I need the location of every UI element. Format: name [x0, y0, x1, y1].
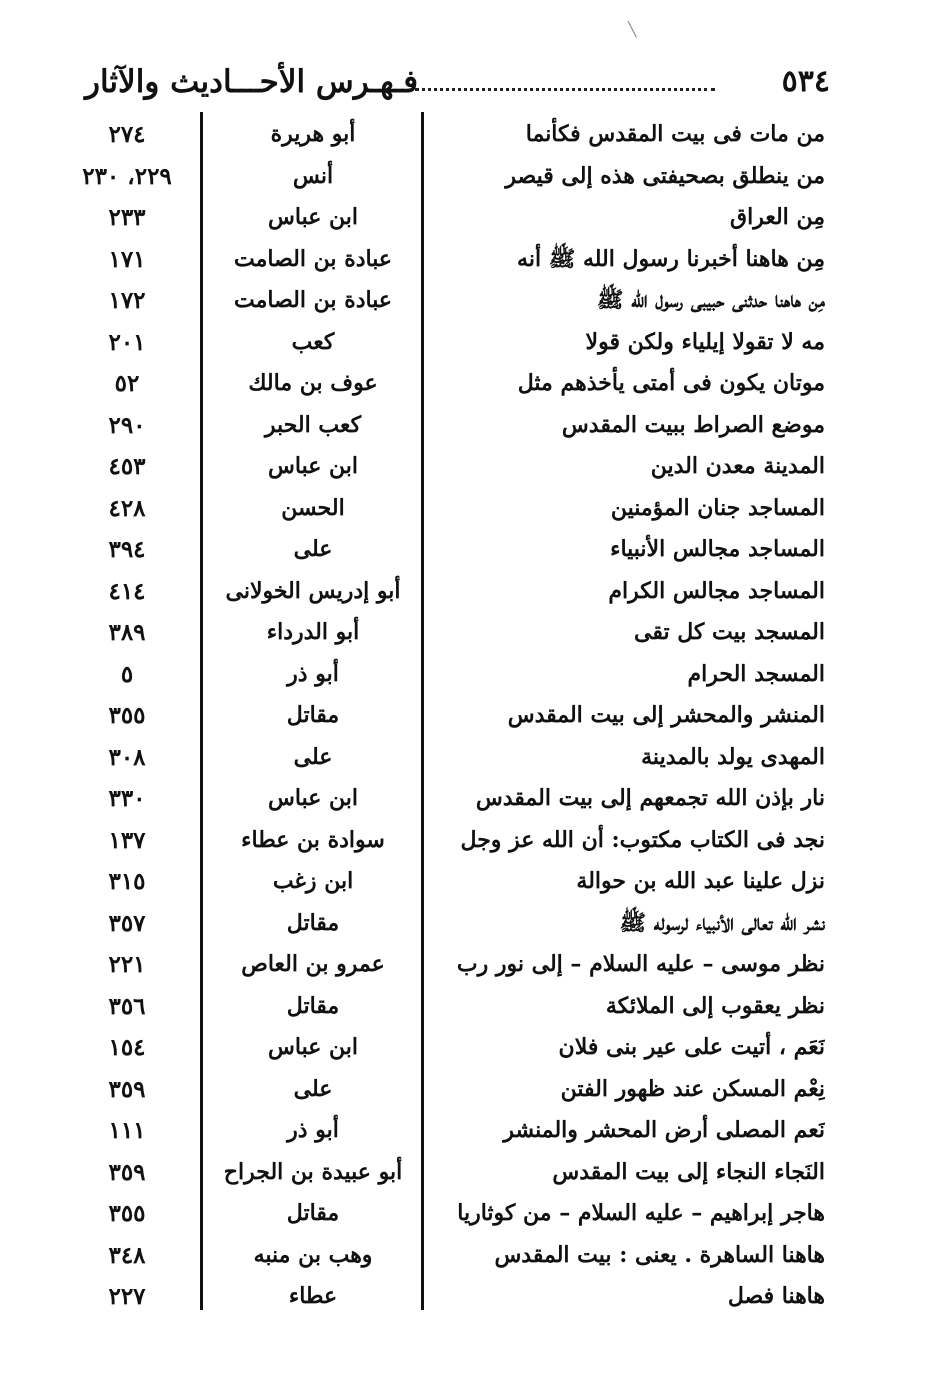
page-reference: ٢٢١ — [108, 951, 146, 978]
page-reference: ٣٥٩ — [108, 1158, 146, 1186]
table-row — [0, 571, 950, 613]
running-header — [60, 58, 830, 106]
narrator-name: مقاتل — [286, 992, 340, 1019]
table-row — [0, 903, 950, 945]
page-reference: ٢٩٠ — [108, 411, 146, 439]
hadith-text: نار بإذن الله تجمعهم إلى بيت المقدس — [475, 785, 825, 811]
table-row — [0, 446, 950, 488]
narrator-name: ابن عباس — [268, 453, 358, 479]
header-dotted-leader — [415, 88, 715, 91]
table-row — [0, 488, 950, 530]
hadith-text: من مات فى بيت المقدس فكأنما — [525, 121, 825, 147]
table-row — [0, 695, 950, 737]
page-reference: ٤١٤ — [108, 577, 146, 605]
table-row — [0, 114, 950, 156]
page-reference: ٤٥٣ — [108, 453, 146, 480]
hadith-text: المساجد جنان المؤمنين — [610, 494, 825, 521]
table-row — [0, 654, 950, 696]
page-reference: ٢٢٩، ٢٣٠ — [82, 162, 172, 190]
page-reference: ٣٥٩ — [108, 1075, 146, 1103]
hadith-text: نَعَم ، أتيت على عير بنى فلان — [558, 1034, 825, 1060]
page-reference: ٣٣٠ — [108, 785, 146, 812]
narrator-name: عبادة بن الصامت — [234, 287, 392, 313]
table-row — [0, 197, 950, 239]
narrator-name: سوادة بن عطاء — [241, 826, 385, 853]
table-row — [0, 820, 950, 862]
narrator-name: كعب — [291, 328, 335, 355]
narrator-name: ابن عباس — [268, 1034, 358, 1060]
narrator-name: أبو عبيدة بن الجراح — [223, 1158, 403, 1185]
narrator-name: أبو هريرة — [270, 121, 356, 147]
page-reference: ٢٢٧ — [108, 1283, 146, 1310]
page-reference: ١٧٢ — [108, 287, 146, 314]
table-row — [0, 1110, 950, 1152]
scan-mark: ╲ — [628, 22, 637, 38]
hadith-text: المدينة معدن الدين — [650, 453, 825, 479]
index-table — [0, 114, 950, 1318]
narrator-name: ابن عباس — [268, 785, 358, 811]
hadith-text: النَجاء النجاء إلى بيت المقدس — [552, 1158, 825, 1185]
hadith-text: نشر الله تعالى الأنبياء لرسوله ﷺ — [619, 909, 825, 936]
narrator-name: الحسن — [281, 494, 345, 521]
page-reference: ١٧١ — [108, 245, 146, 273]
page-reference: ٣٥٧ — [108, 909, 146, 937]
hadith-text: مِن العراق — [730, 204, 825, 230]
hadith-text: نزل علينا عبد الله بن حوالة — [576, 868, 825, 894]
narrator-name: عطاء — [288, 1283, 338, 1309]
narrator-name: ابن عباس — [268, 204, 358, 230]
hadith-text: نجد فى الكتاب مكتوب: أن الله عز وجل — [460, 826, 825, 853]
page-reference: ٣٥٥ — [108, 702, 146, 729]
hadith-text: موتان يكون فى أمتى يأخذهم مثل — [517, 370, 825, 396]
page-reference: ٣٥٦ — [108, 992, 146, 1020]
hadith-text: هاجر إبراهيم – عليه السلام – من كوثاريا — [457, 1200, 825, 1226]
table-row — [0, 1276, 950, 1318]
table-row — [0, 737, 950, 779]
table-row — [0, 612, 950, 654]
table-row — [0, 1027, 950, 1069]
hadith-text: نظر موسى – عليه السلام – إلى نور رب — [456, 951, 825, 977]
hadith-text: موضع الصراط ببيت المقدس — [561, 411, 825, 438]
hadith-text: المسجد الحرام — [687, 660, 825, 687]
narrator-name: كعب الحبر — [264, 411, 362, 438]
table-row — [0, 1235, 950, 1277]
table-row — [0, 944, 950, 986]
page-reference: ٥ — [120, 660, 134, 688]
hadith-text: المسجد بيت كل تقى — [634, 619, 825, 645]
table-row — [0, 986, 950, 1028]
narrator-name: عوف بن مالك — [248, 370, 378, 396]
narrator-name: أبو الدرداء — [266, 619, 360, 645]
narrator-name: وهب بن منبه — [253, 1241, 373, 1268]
hadith-text: المهدى يولد بالمدينة — [641, 743, 825, 770]
narrator-name: عبادة بن الصامت — [234, 245, 392, 272]
page-reference: ٢٣٣ — [108, 204, 146, 231]
page-reference: ١٣٧ — [108, 826, 146, 854]
page-reference: ٢٧٤ — [108, 121, 146, 148]
table-row — [0, 322, 950, 364]
table-row — [0, 778, 950, 820]
table-row — [0, 156, 950, 198]
header-title: فـهـرس الأحـــاديث والآثار — [85, 64, 419, 100]
table-row — [0, 280, 950, 322]
table-row — [0, 1152, 950, 1194]
page-reference: ٣١٥ — [108, 868, 146, 895]
table-row — [0, 239, 950, 281]
page-reference: ٥٢ — [114, 370, 140, 397]
hadith-text: هاهنا الساهرة . يعنى : بيت المقدس — [494, 1241, 825, 1268]
narrator-name: عمرو بن العاص — [241, 951, 385, 977]
table-row — [0, 363, 950, 405]
page-reference: ٣٩٤ — [108, 536, 146, 563]
narrator-name: ابن زغب — [272, 868, 354, 894]
narrator-name: أبو إدريس الخولانى — [225, 577, 401, 604]
hadith-text: مِن هاهنا حدثنى حبيبى رسول الله ﷺ — [596, 287, 825, 313]
hadith-text: نظر يعقوب إلى الملائكة — [605, 992, 825, 1019]
hadith-text: المنشر والمحشر إلى بيت المقدس — [507, 702, 825, 728]
hadith-text: نَعم المصلى أرض المحشر والمنشر — [503, 1117, 825, 1143]
page-reference: ٣٤٨ — [108, 1241, 146, 1269]
narrator-name: على — [293, 536, 333, 562]
hadith-text: مِن هاهنا أخبرنا رسول الله ﷺ أنه — [517, 245, 825, 272]
narrator-name: مقاتل — [286, 909, 340, 936]
hadith-text: المساجد مجالس الكرام — [608, 577, 825, 604]
page-reference: ٢٠١ — [108, 328, 146, 356]
table-row — [0, 405, 950, 447]
page-reference: ١١١ — [108, 1117, 146, 1144]
hadith-text: نِعْم المسكن عند ظهور الفتن — [560, 1075, 825, 1102]
page-reference: ٤٢٨ — [108, 494, 146, 522]
narrator-name: مقاتل — [286, 702, 340, 728]
table-row — [0, 1193, 950, 1235]
hadith-text: هاهنا فصل — [727, 1283, 825, 1309]
narrator-name: على — [293, 1075, 333, 1102]
narrator-name: أنس — [292, 162, 334, 189]
page-number: ٥٣٤ — [781, 64, 830, 99]
hadith-text: المساجد مجالس الأنبياء — [610, 536, 825, 562]
page-reference: ٣٥٥ — [108, 1200, 146, 1227]
table-row — [0, 861, 950, 903]
narrator-name: أبو ذر — [287, 1117, 339, 1143]
table-row — [0, 529, 950, 571]
narrator-name: أبو ذر — [287, 660, 339, 687]
page-reference: ٣٨٩ — [108, 619, 146, 646]
narrator-name: مقاتل — [286, 1200, 340, 1226]
narrator-name: على — [293, 743, 333, 770]
page-reference: ٣٠٨ — [108, 743, 146, 771]
table-row — [0, 1069, 950, 1111]
hadith-text: مه لا تقولا إيلياء ولكن قولا — [585, 328, 825, 355]
page-reference: ١٥٤ — [108, 1034, 146, 1061]
hadith-text: من ينطلق بصحيفتى هذه إلى قيصر — [505, 162, 825, 189]
